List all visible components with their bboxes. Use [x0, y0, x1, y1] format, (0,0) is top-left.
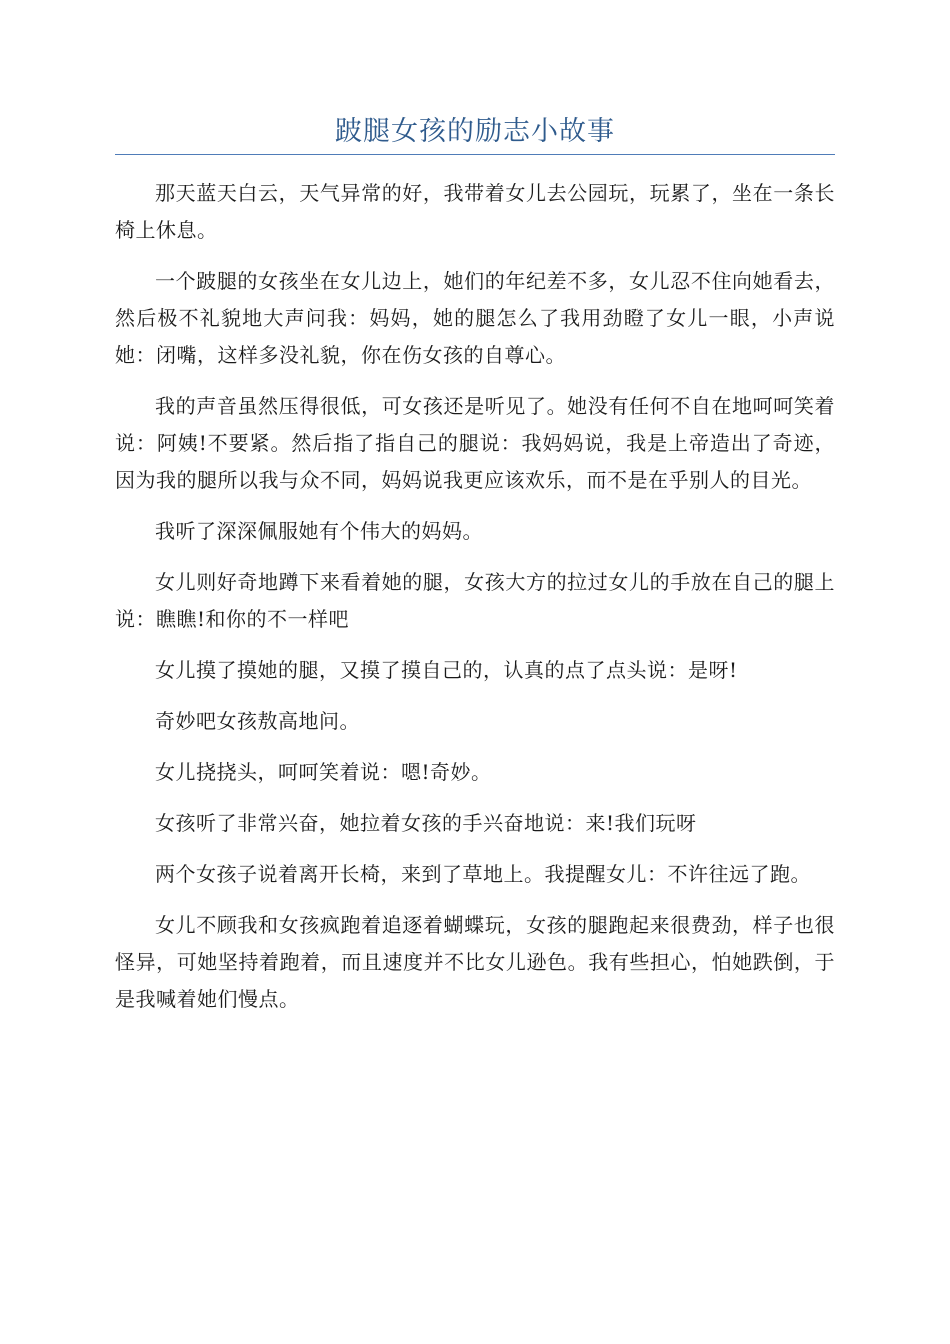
paragraph: 奇妙吧女孩敖高地问。	[155, 709, 360, 733]
paragraph: 两个女孩子说着离开长椅，来到了草地上。我提醒女儿：不许往远了跑。	[155, 862, 811, 886]
paragraph: 女孩听了非常兴奋，她拉着女孩的手兴奋地说：来!我们玩呀	[155, 811, 697, 835]
paragraph: 女儿摸了摸她的腿，又摸了摸自己的，认真的点了点头说：是呀!	[155, 658, 738, 682]
paragraph: 我听了深深佩服她有个伟大的妈妈。	[155, 519, 483, 543]
paragraph: 女儿挠挠头，呵呵笑着说：嗯!奇妙。	[155, 760, 492, 784]
paragraph: 女儿不顾我和女孩疯跑着追逐着蝴蝶玩，女孩的腿跑起来很费劲，样子也很怪异，可她坚持着跑着，而且速度并不比女儿逊色。我有些担心，怕她跌倒，于是我喊着她们慢点。	[115, 913, 835, 1011]
title-underline	[115, 154, 835, 155]
document-title: 跛腿女孩的励志小故事	[335, 116, 615, 147]
paragraph: 女儿则好奇地蹲下来看着她的腿，女孩大方的拉过女儿的手放在自己的腿上说：瞧瞧!和你的不一样吧	[115, 570, 835, 631]
paragraph: 一个跛腿的女孩坐在女儿边上，她们的年纪差不多，女儿忍不住向她看去，然后极不礼貌地大声问我：妈妈，她的腿怎么了我用劲瞪了女儿一眼，小声说她：闭嘴，这样多没礼貌，你在伤女孩的自尊心。	[115, 269, 835, 367]
paragraph: 我的声音虽然压得很低，可女孩还是听见了。她没有任何不自在地呵呵笑着说：阿姨!不要紧。然后指了指自己的腿说：我妈妈说，我是上帝造出了奇迹，因为我的腿所以我与众不同，妈妈说我更应该欢乐，而不是在乎别人的目光。	[115, 394, 835, 492]
paragraph: 那天蓝天白云，天气异常的好，我带着女儿去公园玩，玩累了，坐在一条长椅上休息。	[115, 181, 835, 242]
document-body	[115, 175, 835, 1032]
